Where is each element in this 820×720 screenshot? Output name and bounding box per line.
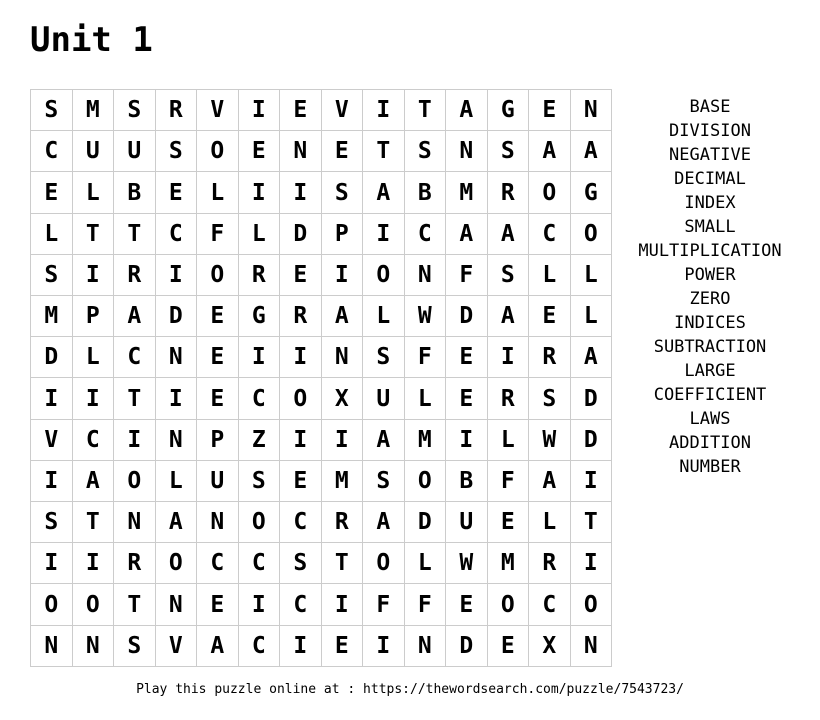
grid-cell[interactable]: I [31, 460, 73, 501]
grid-cell[interactable]: R [529, 337, 571, 378]
grid-cell[interactable]: A [363, 419, 405, 460]
grid-cell[interactable]: C [155, 213, 197, 254]
grid-row [31, 584, 612, 625]
grid-cell[interactable]: I [72, 543, 114, 584]
grid-cell[interactable]: A [155, 502, 197, 543]
grid-cell[interactable]: A [363, 172, 405, 213]
grid-cell[interactable]: N [404, 625, 446, 666]
grid-cell[interactable]: X [321, 378, 363, 419]
grid-cell[interactable]: I [570, 543, 612, 584]
grid-cell[interactable]: W [529, 419, 571, 460]
grid-cell[interactable]: T [570, 502, 612, 543]
grid-row [31, 625, 612, 666]
grid-row [31, 543, 612, 584]
grid-cell[interactable]: O [197, 131, 239, 172]
grid-cell[interactable]: O [114, 460, 156, 501]
grid-cell[interactable]: I [238, 172, 280, 213]
grid-cell[interactable]: R [280, 296, 322, 337]
grid-row [31, 502, 612, 543]
grid-cell[interactable]: L [31, 213, 73, 254]
grid-cell[interactable]: A [570, 337, 612, 378]
grid-cell[interactable]: F [446, 254, 488, 295]
grid-cell[interactable]: I [321, 419, 363, 460]
grid-cell[interactable]: T [363, 131, 405, 172]
grid-row [31, 460, 612, 501]
word-list-item: MULTIPLICATION [638, 241, 782, 261]
grid-cell[interactable]: B [446, 460, 488, 501]
grid-cell[interactable]: S [155, 131, 197, 172]
grid-cell[interactable]: E [529, 90, 571, 131]
grid-cell[interactable]: W [446, 543, 488, 584]
grid-cell[interactable]: C [72, 419, 114, 460]
grid-cell[interactable]: S [31, 502, 73, 543]
grid-cell[interactable]: S [321, 172, 363, 213]
grid-cell[interactable]: N [570, 625, 612, 666]
grid-cell[interactable]: I [280, 625, 322, 666]
grid-cell[interactable]: D [446, 625, 488, 666]
grid-cell[interactable]: U [72, 131, 114, 172]
grid-cell[interactable]: I [155, 254, 197, 295]
grid-cell[interactable]: A [529, 460, 571, 501]
grid-cell[interactable]: E [446, 337, 488, 378]
grid-cell[interactable]: I [280, 419, 322, 460]
grid-cell[interactable]: T [72, 502, 114, 543]
grid-cell[interactable]: E [155, 172, 197, 213]
grid-row [31, 213, 612, 254]
word-list-item: NEGATIVE [669, 145, 751, 165]
grid-cell[interactable]: S [363, 337, 405, 378]
grid-row [31, 419, 612, 460]
grid-cell[interactable]: S [487, 131, 529, 172]
grid-cell[interactable]: E [487, 502, 529, 543]
grid-cell[interactable]: I [570, 460, 612, 501]
grid-cell[interactable]: U [114, 131, 156, 172]
grid-cell[interactable]: I [238, 337, 280, 378]
grid-cell[interactable]: I [31, 543, 73, 584]
grid-cell[interactable]: N [114, 502, 156, 543]
grid-cell[interactable]: C [404, 213, 446, 254]
grid-cell[interactable]: C [280, 502, 322, 543]
grid-cell[interactable]: C [197, 543, 239, 584]
grid-cell[interactable]: D [280, 213, 322, 254]
grid-cell[interactable]: A [197, 625, 239, 666]
grid-row [31, 172, 612, 213]
grid-row [31, 296, 612, 337]
word-list-item: SUBTRACTION [653, 337, 767, 357]
word-list-item: DECIMAL [674, 169, 746, 189]
grid-cell[interactable]: N [155, 584, 197, 625]
grid-cell[interactable]: C [238, 543, 280, 584]
word-list-item: INDEX [684, 193, 736, 213]
grid-cell[interactable]: V [321, 90, 363, 131]
word-list-item: ADDITION [669, 433, 751, 453]
grid-cell[interactable]: W [404, 296, 446, 337]
grid-cell[interactable]: N [321, 337, 363, 378]
grid-cell[interactable]: M [446, 172, 488, 213]
grid-cell[interactable]: E [197, 337, 239, 378]
grid-cell[interactable]: I [363, 90, 405, 131]
grid-cell[interactable]: R [487, 378, 529, 419]
grid-cell[interactable]: U [446, 502, 488, 543]
grid-cell[interactable]: N [31, 625, 73, 666]
grid-cell[interactable]: R [114, 254, 156, 295]
word-list [600, 95, 820, 479]
grid-cell[interactable]: F [404, 337, 446, 378]
grid-cell[interactable]: L [529, 254, 571, 295]
grid-cell[interactable]: E [238, 131, 280, 172]
grid-cell[interactable]: A [446, 90, 488, 131]
grid-row [31, 337, 612, 378]
grid-cell[interactable]: O [487, 584, 529, 625]
grid-cell[interactable]: I [238, 90, 280, 131]
grid-cell[interactable]: S [114, 625, 156, 666]
grid-cell[interactable]: S [31, 254, 73, 295]
grid-cell[interactable]: I [280, 172, 322, 213]
grid-cell[interactable]: U [363, 378, 405, 419]
grid-cell[interactable]: T [114, 584, 156, 625]
grid-cell[interactable]: P [197, 419, 239, 460]
grid-cell[interactable]: X [529, 625, 571, 666]
grid-cell[interactable]: M [31, 296, 73, 337]
grid-cell[interactable]: C [529, 584, 571, 625]
grid-row [31, 90, 612, 131]
grid-row [31, 131, 612, 172]
word-list-item: LARGE [684, 361, 736, 381]
grid-cell[interactable]: O [238, 502, 280, 543]
grid-cell[interactable]: O [197, 254, 239, 295]
grid-cell[interactable]: C [114, 337, 156, 378]
grid-cell[interactable]: R [487, 172, 529, 213]
word-list-item: COEFFICIENT [653, 385, 767, 405]
grid-cell[interactable]: A [72, 460, 114, 501]
grid-cell[interactable]: O [72, 584, 114, 625]
grid-cell[interactable]: I [72, 254, 114, 295]
grid-cell[interactable]: E [446, 584, 488, 625]
grid-cell[interactable]: P [72, 296, 114, 337]
grid-cell[interactable]: A [321, 296, 363, 337]
grid-cell[interactable]: E [280, 460, 322, 501]
grid-cell[interactable]: D [446, 296, 488, 337]
grid-cell[interactable]: O [31, 584, 73, 625]
grid-cell[interactable]: E [280, 254, 322, 295]
grid-cell[interactable]: G [570, 172, 612, 213]
grid-cell[interactable]: E [197, 378, 239, 419]
grid-cell[interactable]: C [529, 213, 571, 254]
grid-cell[interactable]: I [114, 419, 156, 460]
grid-cell[interactable]: T [404, 90, 446, 131]
grid-cell[interactable]: T [321, 543, 363, 584]
grid-cell[interactable]: E [280, 90, 322, 131]
grid-cell[interactable]: L [404, 378, 446, 419]
grid-cell[interactable]: A [487, 296, 529, 337]
grid-cell[interactable]: C [238, 625, 280, 666]
grid-cell[interactable]: R [155, 90, 197, 131]
grid-cell[interactable]: G [238, 296, 280, 337]
grid-cell[interactable]: R [238, 254, 280, 295]
word-list-item: NUMBER [679, 457, 741, 477]
wordsearch-grid [30, 89, 612, 667]
grid-cell[interactable]: C [31, 131, 73, 172]
word-list-item: LAWS [689, 409, 731, 429]
grid-cell[interactable]: D [155, 296, 197, 337]
grid-cell[interactable]: B [404, 172, 446, 213]
grid-cell[interactable]: R [529, 543, 571, 584]
grid-cell[interactable]: E [321, 131, 363, 172]
grid-cell[interactable]: O [404, 460, 446, 501]
grid-cell[interactable]: S [404, 131, 446, 172]
grid-cell[interactable]: D [31, 337, 73, 378]
word-list-item: SMALL [684, 217, 736, 237]
footer-note: Play this puzzle online at : https://thewordsearch.com/puzzle/7543723/ [136, 682, 684, 697]
grid-cell[interactable]: O [570, 584, 612, 625]
grid-cell[interactable]: M [487, 543, 529, 584]
grid-cell[interactable]: F [363, 584, 405, 625]
grid-cell[interactable]: T [114, 378, 156, 419]
grid-cell[interactable]: L [487, 419, 529, 460]
grid-cell[interactable]: B [114, 172, 156, 213]
grid-cell[interactable]: I [31, 378, 73, 419]
grid-cell[interactable]: S [363, 460, 405, 501]
grid-cell[interactable]: S [31, 90, 73, 131]
grid-cell[interactable]: S [529, 378, 571, 419]
grid-cell[interactable]: N [404, 254, 446, 295]
grid-cell[interactable]: O [570, 213, 612, 254]
grid-cell[interactable]: U [197, 460, 239, 501]
grid-cell[interactable]: C [238, 378, 280, 419]
grid-cell[interactable]: Z [238, 419, 280, 460]
grid-cell[interactable]: E [31, 172, 73, 213]
grid-cell[interactable]: N [570, 90, 612, 131]
grid-cell[interactable]: L [529, 502, 571, 543]
grid-cell[interactable]: I [363, 213, 405, 254]
grid-cell[interactable]: T [72, 213, 114, 254]
grid-cell[interactable]: O [280, 378, 322, 419]
grid-cell[interactable]: O [363, 543, 405, 584]
grid-cell[interactable]: E [321, 625, 363, 666]
grid-cell[interactable]: G [487, 90, 529, 131]
grid-cell[interactable]: N [280, 131, 322, 172]
grid-cell[interactable]: E [487, 625, 529, 666]
grid-cell[interactable]: S [487, 254, 529, 295]
grid-cell[interactable]: F [404, 584, 446, 625]
grid-cell[interactable]: N [72, 625, 114, 666]
grid-cell[interactable]: N [197, 502, 239, 543]
word-list-item: BASE [689, 97, 731, 117]
grid-cell[interactable]: V [197, 90, 239, 131]
grid-row [31, 254, 612, 295]
grid-cell[interactable]: N [155, 419, 197, 460]
grid-cell[interactable]: A [363, 502, 405, 543]
grid-cell[interactable]: I [363, 625, 405, 666]
grid-cell[interactable]: N [446, 131, 488, 172]
grid-cell[interactable]: C [280, 584, 322, 625]
grid-cell[interactable]: I [321, 254, 363, 295]
grid-cell[interactable]: L [72, 337, 114, 378]
grid-cell[interactable]: L [570, 296, 612, 337]
grid-cell[interactable]: I [321, 584, 363, 625]
grid-cell[interactable]: D [570, 419, 612, 460]
grid-cell[interactable]: V [155, 625, 197, 666]
grid-cell[interactable]: M [321, 460, 363, 501]
grid-cell[interactable]: N [155, 337, 197, 378]
grid-cell[interactable]: E [446, 378, 488, 419]
word-list-item: ZERO [689, 289, 731, 309]
grid-cell[interactable]: A [570, 131, 612, 172]
grid-cell[interactable]: V [31, 419, 73, 460]
grid-cell[interactable]: L [72, 172, 114, 213]
grid-cell[interactable]: I [280, 337, 322, 378]
grid-cell[interactable]: E [529, 296, 571, 337]
grid-cell[interactable]: I [487, 337, 529, 378]
grid-cell[interactable]: E [197, 296, 239, 337]
word-list-item: POWER [684, 265, 736, 285]
grid-cell[interactable]: A [446, 213, 488, 254]
grid-cell[interactable]: A [487, 213, 529, 254]
grid-cell[interactable]: M [404, 419, 446, 460]
grid-cell[interactable]: O [155, 543, 197, 584]
grid-cell[interactable]: I [72, 378, 114, 419]
grid-cell[interactable]: E [197, 584, 239, 625]
grid-cell[interactable]: S [280, 543, 322, 584]
word-list-item: DIVISION [669, 121, 751, 141]
grid-cell[interactable]: L [155, 460, 197, 501]
grid-cell[interactable]: O [529, 172, 571, 213]
grid-cell[interactable]: L [197, 172, 239, 213]
page-title: Unit 1 [30, 20, 153, 60]
grid-cell[interactable]: L [570, 254, 612, 295]
word-list-item: INDICES [674, 313, 746, 333]
grid-cell[interactable]: A [529, 131, 571, 172]
grid-cell[interactable]: S [114, 90, 156, 131]
grid-cell[interactable]: P [321, 213, 363, 254]
grid-cell[interactable]: S [238, 460, 280, 501]
grid-cell[interactable]: L [238, 213, 280, 254]
grid-cell[interactable]: L [363, 296, 405, 337]
grid-cell[interactable]: I [155, 378, 197, 419]
grid-cell[interactable]: I [238, 584, 280, 625]
grid-body [31, 90, 612, 667]
grid-cell[interactable]: I [446, 419, 488, 460]
grid-cell[interactable]: M [72, 90, 114, 131]
grid-cell[interactable]: L [404, 543, 446, 584]
grid-cell[interactable]: D [570, 378, 612, 419]
grid-cell[interactable]: F [197, 213, 239, 254]
grid-cell[interactable]: R [114, 543, 156, 584]
grid-cell[interactable]: O [363, 254, 405, 295]
grid-cell[interactable]: D [404, 502, 446, 543]
grid-cell[interactable]: A [114, 296, 156, 337]
grid-cell[interactable]: R [321, 502, 363, 543]
grid-row [31, 378, 612, 419]
grid-cell[interactable]: T [114, 213, 156, 254]
grid-cell[interactable]: F [487, 460, 529, 501]
